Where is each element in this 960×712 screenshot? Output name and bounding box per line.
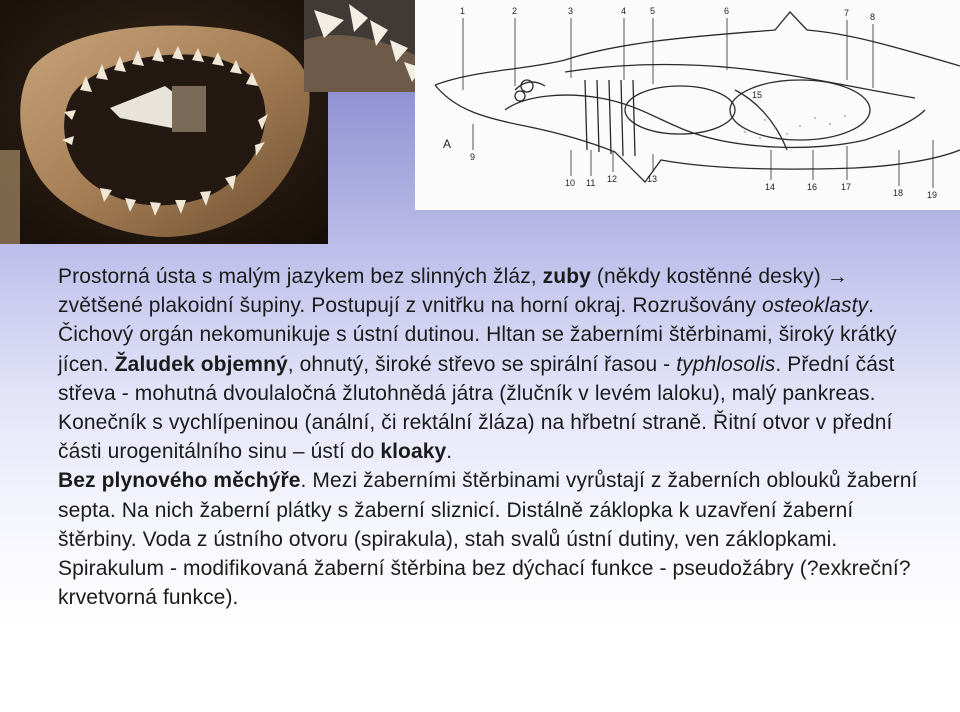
anatomy-label-15: 15: [752, 90, 763, 100]
anatomy-figure-label: A: [443, 137, 452, 151]
anatomy-label-3: 3: [568, 6, 574, 16]
anatomy-label-8: 8: [870, 12, 876, 22]
paragraph-1: Prostorná ústa s malým jazykem bez slinných žláz, zuby (někdy kostěnné desky) → zvětšené plakoidní šupiny. Postupují z vnitřku na horní okraj. Rozrušovány osteoklasty.: [58, 265, 875, 318]
shark-anatomy-diagram: [415, 0, 960, 210]
paragraph-3: Bez plynového měchýře. Mezi žaberními štěrbinami vyrůstají z žaberních oblouků žaberní septa. Na nich žaberní plátky s žaberní sliznicí. Distálně záklopka k uzavření žaberní štěrbiny. Voda z ústního otvoru (spirakula), stah svalů ústní dutiny, ven záklopkami. Spirakulum - modifikovaná žaberní štěrbina bez dýchací funkce - pseudožábry (?exkreční?krvetvorná funkce).: [58, 469, 918, 610]
term-typhlosolis: typhlosolis: [676, 352, 776, 376]
body-text: [58, 262, 928, 612]
anatomy-label-11: 11: [586, 178, 596, 188]
term-bez-plynoveho-mechyre: Bez plynového měchýře: [58, 469, 301, 493]
anatomy-label-7: 7: [844, 8, 850, 18]
anatomy-label-16: 16: [807, 182, 818, 192]
anatomy-label-19: 19: [927, 190, 938, 200]
anatomy-label-12: 12: [607, 174, 618, 184]
term-kloaky: kloaky: [380, 440, 447, 464]
anatomy-label-6: 6: [724, 6, 730, 16]
anatomy-label-10: 10: [565, 178, 576, 188]
paragraph-2: Čichový orgán nekomunikuje s ústní dutinou. Hltan se žaberními štěrbinami, široký krátký jícen. Žaludek objemný, ohnutý, široké střevo se spirální řasou - typhlosolis. Přední část střeva - mohutná dvoulaločná žlutohnědá játra (žlučník v levém laloku), malý pankreas. Konečník s vychlípeninou (anální, či rektální žláza) na hřbetní straně. Řitní otvor v přední části urogenitálního sinu – ústí do kloaky.: [58, 323, 897, 464]
shark-jaws-photo: [0, 0, 328, 244]
anatomy-label-18: 18: [893, 188, 904, 198]
term-osteoklasty: osteoklasty: [761, 294, 869, 318]
anatomy-label-13: 13: [647, 174, 658, 184]
term-zuby: zuby: [542, 265, 591, 288]
anatomy-label-14: 14: [765, 182, 776, 192]
shark-teeth-closeup-photo: [304, 0, 425, 92]
term-zaludek: Žaludek objemný: [114, 352, 288, 376]
anatomy-label-4: 4: [621, 6, 627, 16]
anatomy-label-1: 1: [460, 6, 466, 16]
anatomy-label-17: 17: [841, 182, 852, 192]
anatomy-label-2: 2: [512, 6, 518, 16]
anatomy-label-5: 5: [650, 6, 656, 16]
anatomy-label-9: 9: [470, 152, 476, 162]
